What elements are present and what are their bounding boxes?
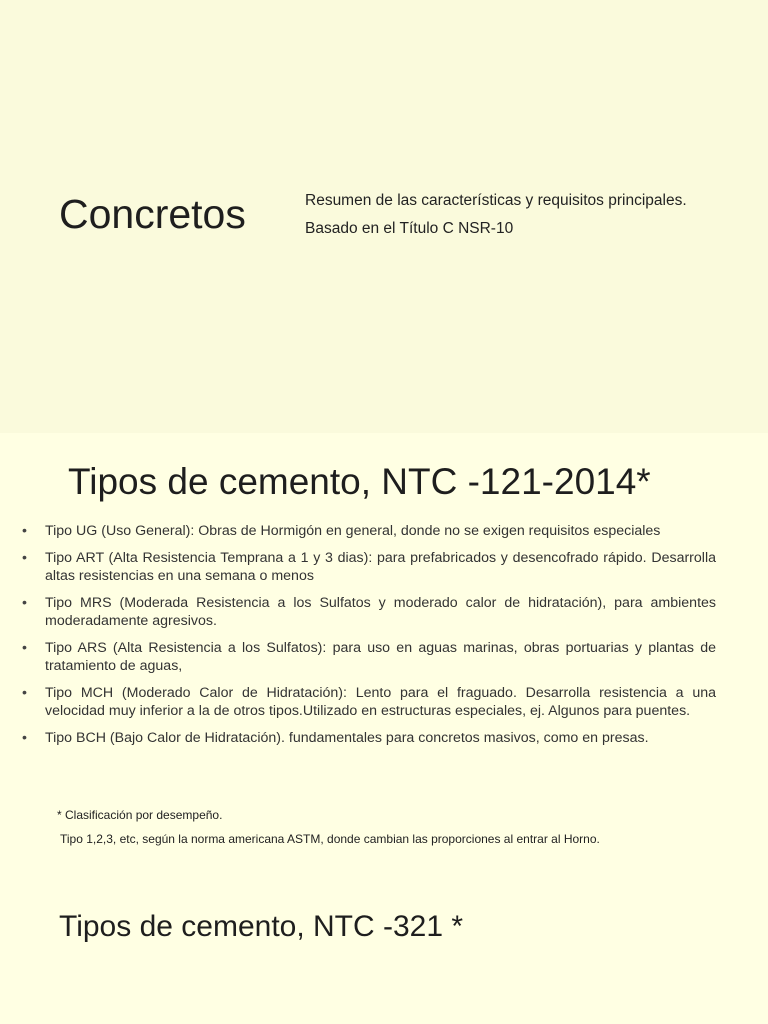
subtitle-line-1: Resumen de las características y requisitos principales.: [305, 192, 687, 209]
subtitle-line-2: Basado en el Título C NSR-10: [305, 220, 514, 237]
footnote-astm: Tipo 1,2,3, etc, según la norma americana ASTM, donde cambian las proporciones al entrar al Horno.: [60, 832, 600, 846]
slide-title-heading: Concretos: [59, 191, 246, 237]
ntc-321-heading: Tipos de cemento, NTC -321 *: [59, 910, 464, 943]
slide-subtitle: [305, 191, 705, 247]
list-item: • Tipo ARS (Alta Resistencia a los Sulfatos): para uso en aguas marinas, obras portuarias y plantas de tratamiento de aguas,: [22, 639, 716, 676]
slide-title: [0, 0, 768, 433]
list-item: • Tipo UG (Uso General): Obras de Hormigón en general, donde no se exigen requisitos especiales: [22, 522, 716, 541]
list-item: • Tipo BCH (Bajo Calor de Hidratación). fundamentales para concretos masivos, como en presas.: [22, 729, 716, 748]
footnote-classification: * Clasificación por desempeño.: [57, 808, 223, 822]
cement-types-heading: Tipos de cemento, NTC -121-2014*: [68, 461, 651, 502]
list-item: • Tipo ART (Alta Resistencia Temprana a 1 y 3 dias): para prefabricados y desencofrado rápido. Desarrolla altas resistencias en una semana o menos: [22, 549, 716, 586]
cement-types-list: [22, 522, 716, 747]
slide-cement-types: [0, 433, 768, 1024]
list-item: • Tipo MCH (Moderado Calor de Hidratación): Lento para el fraguado. Desarrolla resistencia a una velocidad muy inferior a la de otros tipos.Utilizado en estructuras especiales, ej. Algunos para puentes.: [22, 684, 716, 721]
list-item: • Tipo MRS (Moderada Resistencia a los Sulfatos y moderado calor de hidratación), para ambientes moderadamente agresivos.: [22, 594, 716, 631]
